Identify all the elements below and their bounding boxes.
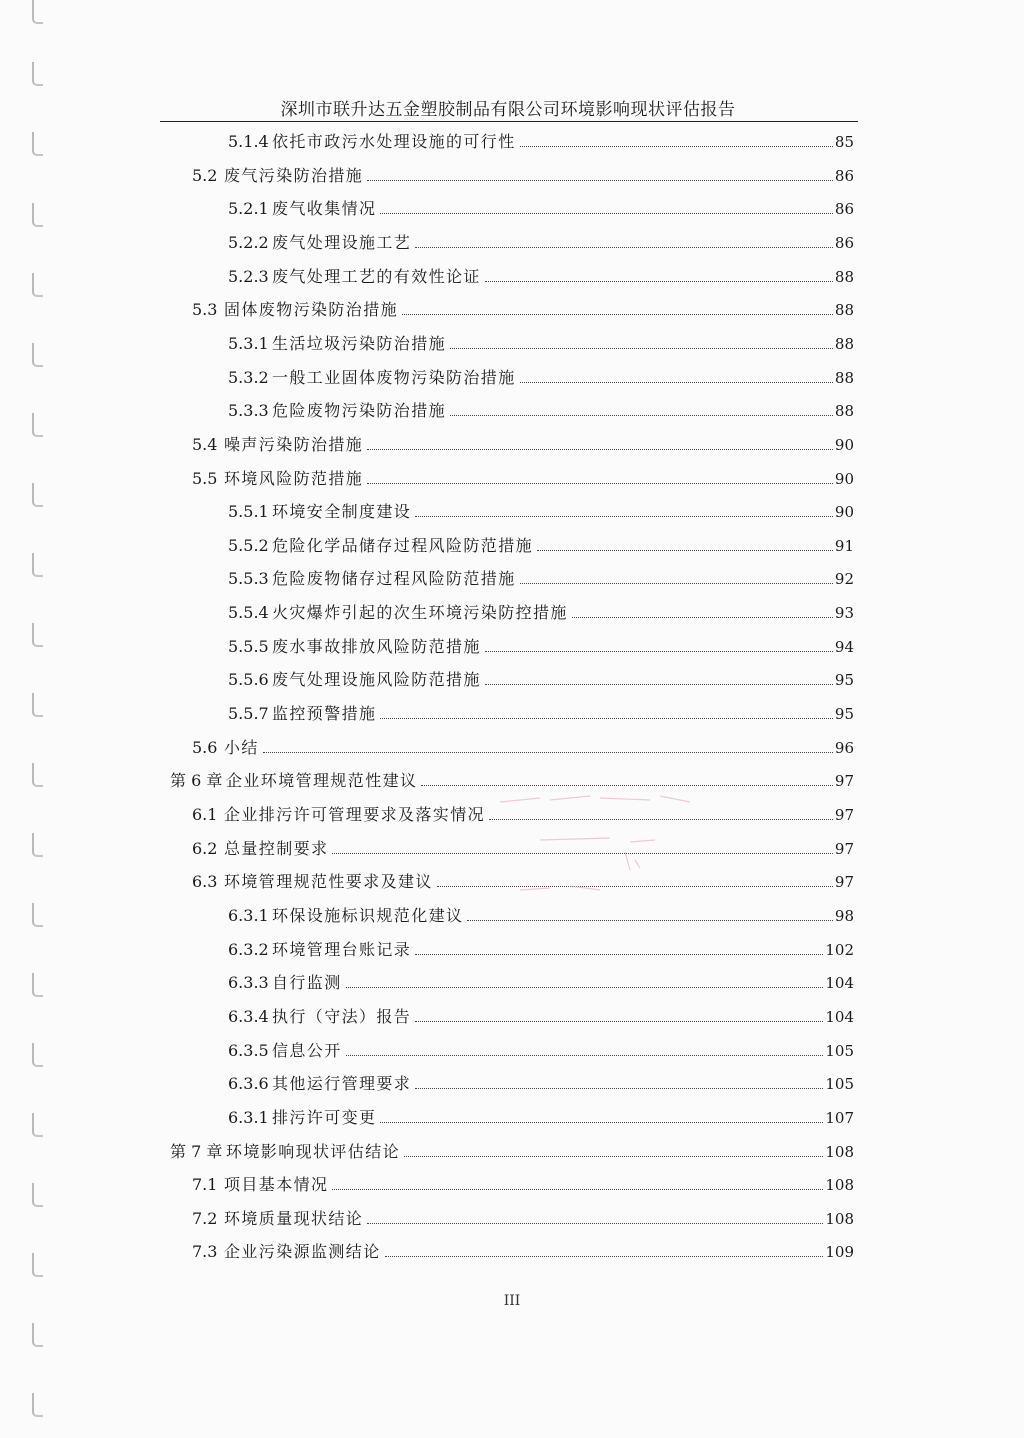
binding-hole-mark	[32, 203, 43, 227]
toc-entry[interactable]	[192, 431, 854, 455]
binding-hole-mark	[32, 1183, 43, 1207]
toc-entry[interactable]	[192, 734, 854, 758]
toc-dot-leader	[385, 1255, 824, 1257]
toc-dot-leader	[404, 1155, 823, 1157]
toc-entry-page: 88	[834, 267, 854, 286]
toc-dot-leader	[380, 212, 833, 214]
binding-hole-mark	[32, 973, 43, 997]
toc-entry[interactable]	[228, 364, 854, 388]
toc-entry-number: 5.5.6	[228, 670, 269, 690]
toc-entry-page: 95	[834, 705, 854, 724]
toc-entry-page: 102	[825, 940, 854, 959]
toc-entry[interactable]	[192, 835, 854, 859]
binding-hole-mark	[32, 833, 43, 857]
toc-entry[interactable]	[228, 902, 854, 926]
toc-entry[interactable]	[192, 1238, 854, 1262]
toc-entry[interactable]	[192, 1205, 854, 1229]
toc-entry-title: 噪声污染防治措施	[224, 434, 364, 454]
toc-entry[interactable]	[228, 532, 854, 556]
toc-entry-page: 90	[834, 503, 854, 522]
toc-entry[interactable]	[228, 229, 854, 253]
toc-entry-number: 6.1	[192, 805, 218, 824]
toc-entry-page: 90	[834, 469, 854, 488]
toc-entry-number: 第 7 章	[170, 1141, 223, 1161]
toc-entry-number: 5.5.3	[228, 569, 269, 589]
binding-hole-mark	[32, 553, 43, 577]
binding-hole-mark	[32, 413, 43, 437]
toc-dot-leader	[332, 1188, 823, 1190]
toc-dot-leader	[437, 885, 833, 887]
toc-dot-leader	[537, 549, 833, 551]
toc-entry-title: 排污许可变更	[272, 1107, 377, 1127]
binding-hole-mark	[32, 343, 43, 367]
toc-dot-leader	[520, 381, 833, 383]
toc-entry-number: 6.3.1	[228, 1107, 269, 1127]
binding-hole-mark	[32, 763, 43, 787]
toc-entry-page: 97	[834, 772, 854, 791]
toc-entry-number: 5.5.4	[228, 603, 269, 623]
toc-entry-number: 6.3	[192, 872, 218, 892]
toc-entry-page: 86	[834, 200, 854, 219]
toc-entry-title: 企业环境管理规范性建议	[226, 771, 418, 791]
binding-hole-mark	[32, 1043, 43, 1067]
toc-entry-title: 信息公开	[272, 1040, 342, 1060]
toc-dot-leader	[402, 313, 833, 315]
binding-hole-mark	[32, 1323, 43, 1347]
toc-entry-title: 废气处理设施工艺	[272, 232, 412, 252]
toc-entry-page: 97	[834, 839, 854, 858]
toc-entry-page: 107	[825, 1108, 854, 1127]
toc-entry-number: 6.3.5	[228, 1040, 269, 1060]
toc-entry-number: 6.3.2	[228, 939, 269, 959]
toc-entry-number: 5.5.1	[228, 502, 269, 522]
toc-entry-page: 95	[834, 671, 854, 690]
toc-entry[interactable]	[228, 700, 854, 724]
toc-entry[interactable]	[228, 195, 854, 219]
toc-dot-leader	[367, 1222, 823, 1224]
toc-dot-leader	[415, 1020, 823, 1022]
toc-entry-title: 固体废物污染防治措施	[224, 300, 399, 320]
binding-hole-mark	[32, 1253, 43, 1277]
toc-dot-leader	[415, 1087, 823, 1089]
toc-entry-title: 企业排污许可管理要求及落实情况	[224, 805, 486, 824]
toc-entry-title: 危险废物污染防治措施	[272, 401, 447, 421]
toc-entry-title: 废气污染防治措施	[224, 165, 364, 185]
toc-entry-title: 环保设施标识规范化建议	[272, 905, 464, 925]
toc-entry-page: 97	[834, 806, 854, 824]
toc-entry-page: 90	[834, 435, 854, 454]
toc-entry[interactable]	[228, 599, 854, 623]
toc-entry[interactable]	[228, 1003, 854, 1027]
binding-hole-marks	[28, 0, 52, 1438]
toc-entry-page: 108	[825, 1142, 854, 1161]
toc-entry-number: 第 6 章	[170, 771, 223, 791]
toc-dot-leader	[485, 683, 833, 685]
toc-dot-leader	[520, 145, 833, 147]
toc-entry-number: 5.5	[192, 468, 218, 488]
toc-entry-page: 96	[834, 738, 854, 757]
toc-entry-page: 88	[834, 402, 854, 421]
toc-entry[interactable]	[228, 128, 854, 152]
toc-entry[interactable]	[192, 801, 854, 825]
binding-hole-mark	[32, 693, 43, 717]
binding-hole-mark	[32, 483, 43, 507]
toc-entry-number: 6.3.3	[228, 973, 269, 993]
binding-hole-mark	[32, 1393, 43, 1417]
toc-entry-number: 7.2	[192, 1208, 218, 1228]
toc-entry-page: 104	[825, 1007, 854, 1026]
binding-hole-mark	[32, 0, 43, 24]
toc-entry[interactable]	[170, 1138, 854, 1162]
toc-entry[interactable]	[228, 969, 854, 993]
toc-entry[interactable]	[228, 498, 854, 522]
toc-entry-page: 86	[834, 166, 854, 185]
toc-entry-page: 108	[825, 1176, 854, 1195]
toc-entry-page: 86	[834, 233, 854, 252]
toc-entry[interactable]	[228, 565, 854, 589]
toc-entry[interactable]	[228, 1037, 854, 1061]
toc-entry-page: 104	[825, 974, 854, 993]
toc-entry-number: 5.2.1	[228, 199, 269, 219]
toc-entry-title: 项目基本情况	[224, 1175, 329, 1195]
toc-entry-title: 火灾爆炸引起的次生环境污染防控措施	[272, 603, 568, 623]
toc-entry-page: 91	[834, 536, 854, 555]
toc-dot-leader	[450, 414, 833, 416]
toc-entry[interactable]	[228, 666, 854, 690]
toc-entry-title: 执行（守法）报告	[272, 1006, 412, 1026]
toc-entry-number: 5.3.3	[228, 401, 269, 421]
binding-hole-mark	[32, 273, 43, 297]
toc-entry-number: 6.2	[192, 838, 218, 858]
toc-entry[interactable]	[228, 1070, 854, 1094]
binding-hole-mark	[32, 903, 43, 927]
toc-entry-title: 自行监测	[272, 973, 342, 993]
toc-dot-leader	[467, 919, 833, 921]
toc-entry-number: 6.3.6	[228, 1074, 269, 1094]
toc-entry[interactable]	[192, 465, 854, 489]
toc-entry-title: 废水事故排放风险防范措施	[272, 636, 481, 656]
toc-entry-page: 93	[834, 604, 854, 623]
toc-entry-page: 88	[834, 368, 854, 387]
toc-entry[interactable]	[192, 1171, 854, 1195]
toc-dot-leader	[421, 784, 833, 786]
toc-entry[interactable]	[170, 767, 854, 791]
binding-hole-mark	[32, 1113, 43, 1137]
toc-entry-title: 监控预警措施	[272, 704, 377, 724]
header-rule	[160, 121, 858, 122]
toc-dot-leader	[380, 717, 833, 719]
toc-dot-leader	[367, 448, 833, 450]
toc-dot-leader	[520, 582, 833, 584]
toc-entry-title: 危险废物储存过程风险防范措施	[272, 569, 516, 589]
toc-dot-leader	[415, 953, 823, 955]
toc-dot-leader	[332, 852, 833, 854]
toc-entry-number: 5.5.7	[228, 704, 269, 724]
toc-entry-number: 5.5.2	[228, 535, 269, 555]
toc-entry-page: 97	[834, 873, 854, 892]
page-number: III	[503, 1293, 521, 1309]
toc-entry[interactable]	[228, 397, 854, 421]
toc-entry-number: 5.2.3	[228, 266, 269, 286]
toc-entry-number: 5.4	[192, 434, 218, 454]
toc-entry-page: 92	[834, 570, 854, 589]
toc-entry-title: 环境管理台账记录	[272, 939, 412, 959]
toc-entry-title: 环境风险防范措施	[224, 468, 364, 488]
toc-entry-number: 5.1.4	[228, 132, 269, 151]
toc-entry[interactable]	[228, 936, 854, 960]
toc-dot-leader	[263, 751, 833, 753]
toc-entry-title: 环境管理规范性要求及建议	[224, 872, 433, 892]
binding-hole-mark	[32, 132, 43, 156]
toc-entry[interactable]	[192, 868, 854, 892]
toc-entry-page: 105	[825, 1075, 854, 1094]
toc-entry-title: 总量控制要求	[224, 838, 329, 858]
toc-entry-number: 5.6	[192, 737, 218, 757]
toc-entry-page: 85	[834, 133, 854, 151]
toc-entry-title: 一般工业固体废物污染防治措施	[272, 367, 516, 387]
toc-entry-page: 109	[825, 1243, 854, 1262]
toc-entry-title: 废气处理工艺的有效性论证	[272, 266, 481, 286]
toc-entry-title: 企业污染源监测结论	[224, 1242, 381, 1262]
toc-entry[interactable]	[228, 330, 854, 354]
toc-entry-number: 5.3.2	[228, 367, 269, 387]
toc-dot-leader	[367, 482, 833, 484]
toc-entry-title: 其他运行管理要求	[272, 1074, 412, 1094]
toc-entry-number: 5.5.5	[228, 636, 269, 656]
toc-entry-number: 5.2.2	[228, 232, 269, 252]
toc-dot-leader	[346, 986, 824, 988]
toc-entry-number: 5.3.1	[228, 333, 269, 353]
toc-dot-leader	[485, 280, 833, 282]
toc-dot-leader	[380, 1121, 823, 1123]
toc-entry-title: 废气收集情况	[272, 199, 377, 219]
toc-entry[interactable]	[228, 1104, 854, 1128]
toc-dot-leader	[485, 650, 833, 652]
toc-entry-title: 小结	[224, 737, 259, 757]
toc-entry-title: 环境安全制度建设	[272, 502, 412, 522]
toc-entry[interactable]	[192, 162, 854, 186]
toc-entry-title: 环境影响现状评估结论	[226, 1141, 401, 1161]
toc-entry-number: 5.3	[192, 300, 218, 320]
toc-entry-page: 108	[825, 1209, 854, 1228]
toc-entry-title: 废气处理设施风险防范措施	[272, 670, 481, 690]
toc-entry-page: 98	[834, 906, 854, 925]
toc-entry-page: 88	[834, 334, 854, 353]
toc-entry[interactable]	[192, 296, 854, 320]
binding-hole-mark	[32, 623, 43, 647]
toc-dot-leader	[415, 515, 833, 517]
toc-dot-leader	[415, 246, 833, 248]
toc-entry-page: 105	[825, 1041, 854, 1060]
toc-entry-number: 7.1	[192, 1175, 218, 1195]
toc-dot-leader	[489, 818, 833, 820]
toc-entry-number: 6.3.4	[228, 1006, 269, 1026]
toc-entry-number: 7.3	[192, 1242, 218, 1262]
toc-dot-leader	[346, 1054, 824, 1056]
toc-entry-title: 危险化学品储存过程风险防范措施	[272, 535, 534, 555]
page-header-title: 深圳市联升达五金塑胶制品有限公司环境影响现状评估报告	[280, 100, 736, 120]
toc-entry-title: 生活垃圾污染防治措施	[272, 333, 447, 353]
toc-entry-number: 5.2	[192, 165, 218, 185]
toc-dot-leader	[367, 179, 833, 181]
binding-hole-mark	[32, 62, 43, 86]
toc-entry-page: 88	[834, 301, 854, 320]
toc-entry-page: 94	[834, 637, 854, 656]
toc-entry-title: 依托市政污水处理设施的可行性	[272, 132, 516, 151]
toc-entry-title: 环境质量现状结论	[224, 1208, 364, 1228]
toc-dot-leader	[572, 616, 833, 618]
toc-entry[interactable]	[228, 633, 854, 657]
toc-dot-leader	[450, 347, 833, 349]
toc-entry-number: 6.3.1	[228, 905, 269, 925]
toc-entry[interactable]	[228, 263, 854, 287]
